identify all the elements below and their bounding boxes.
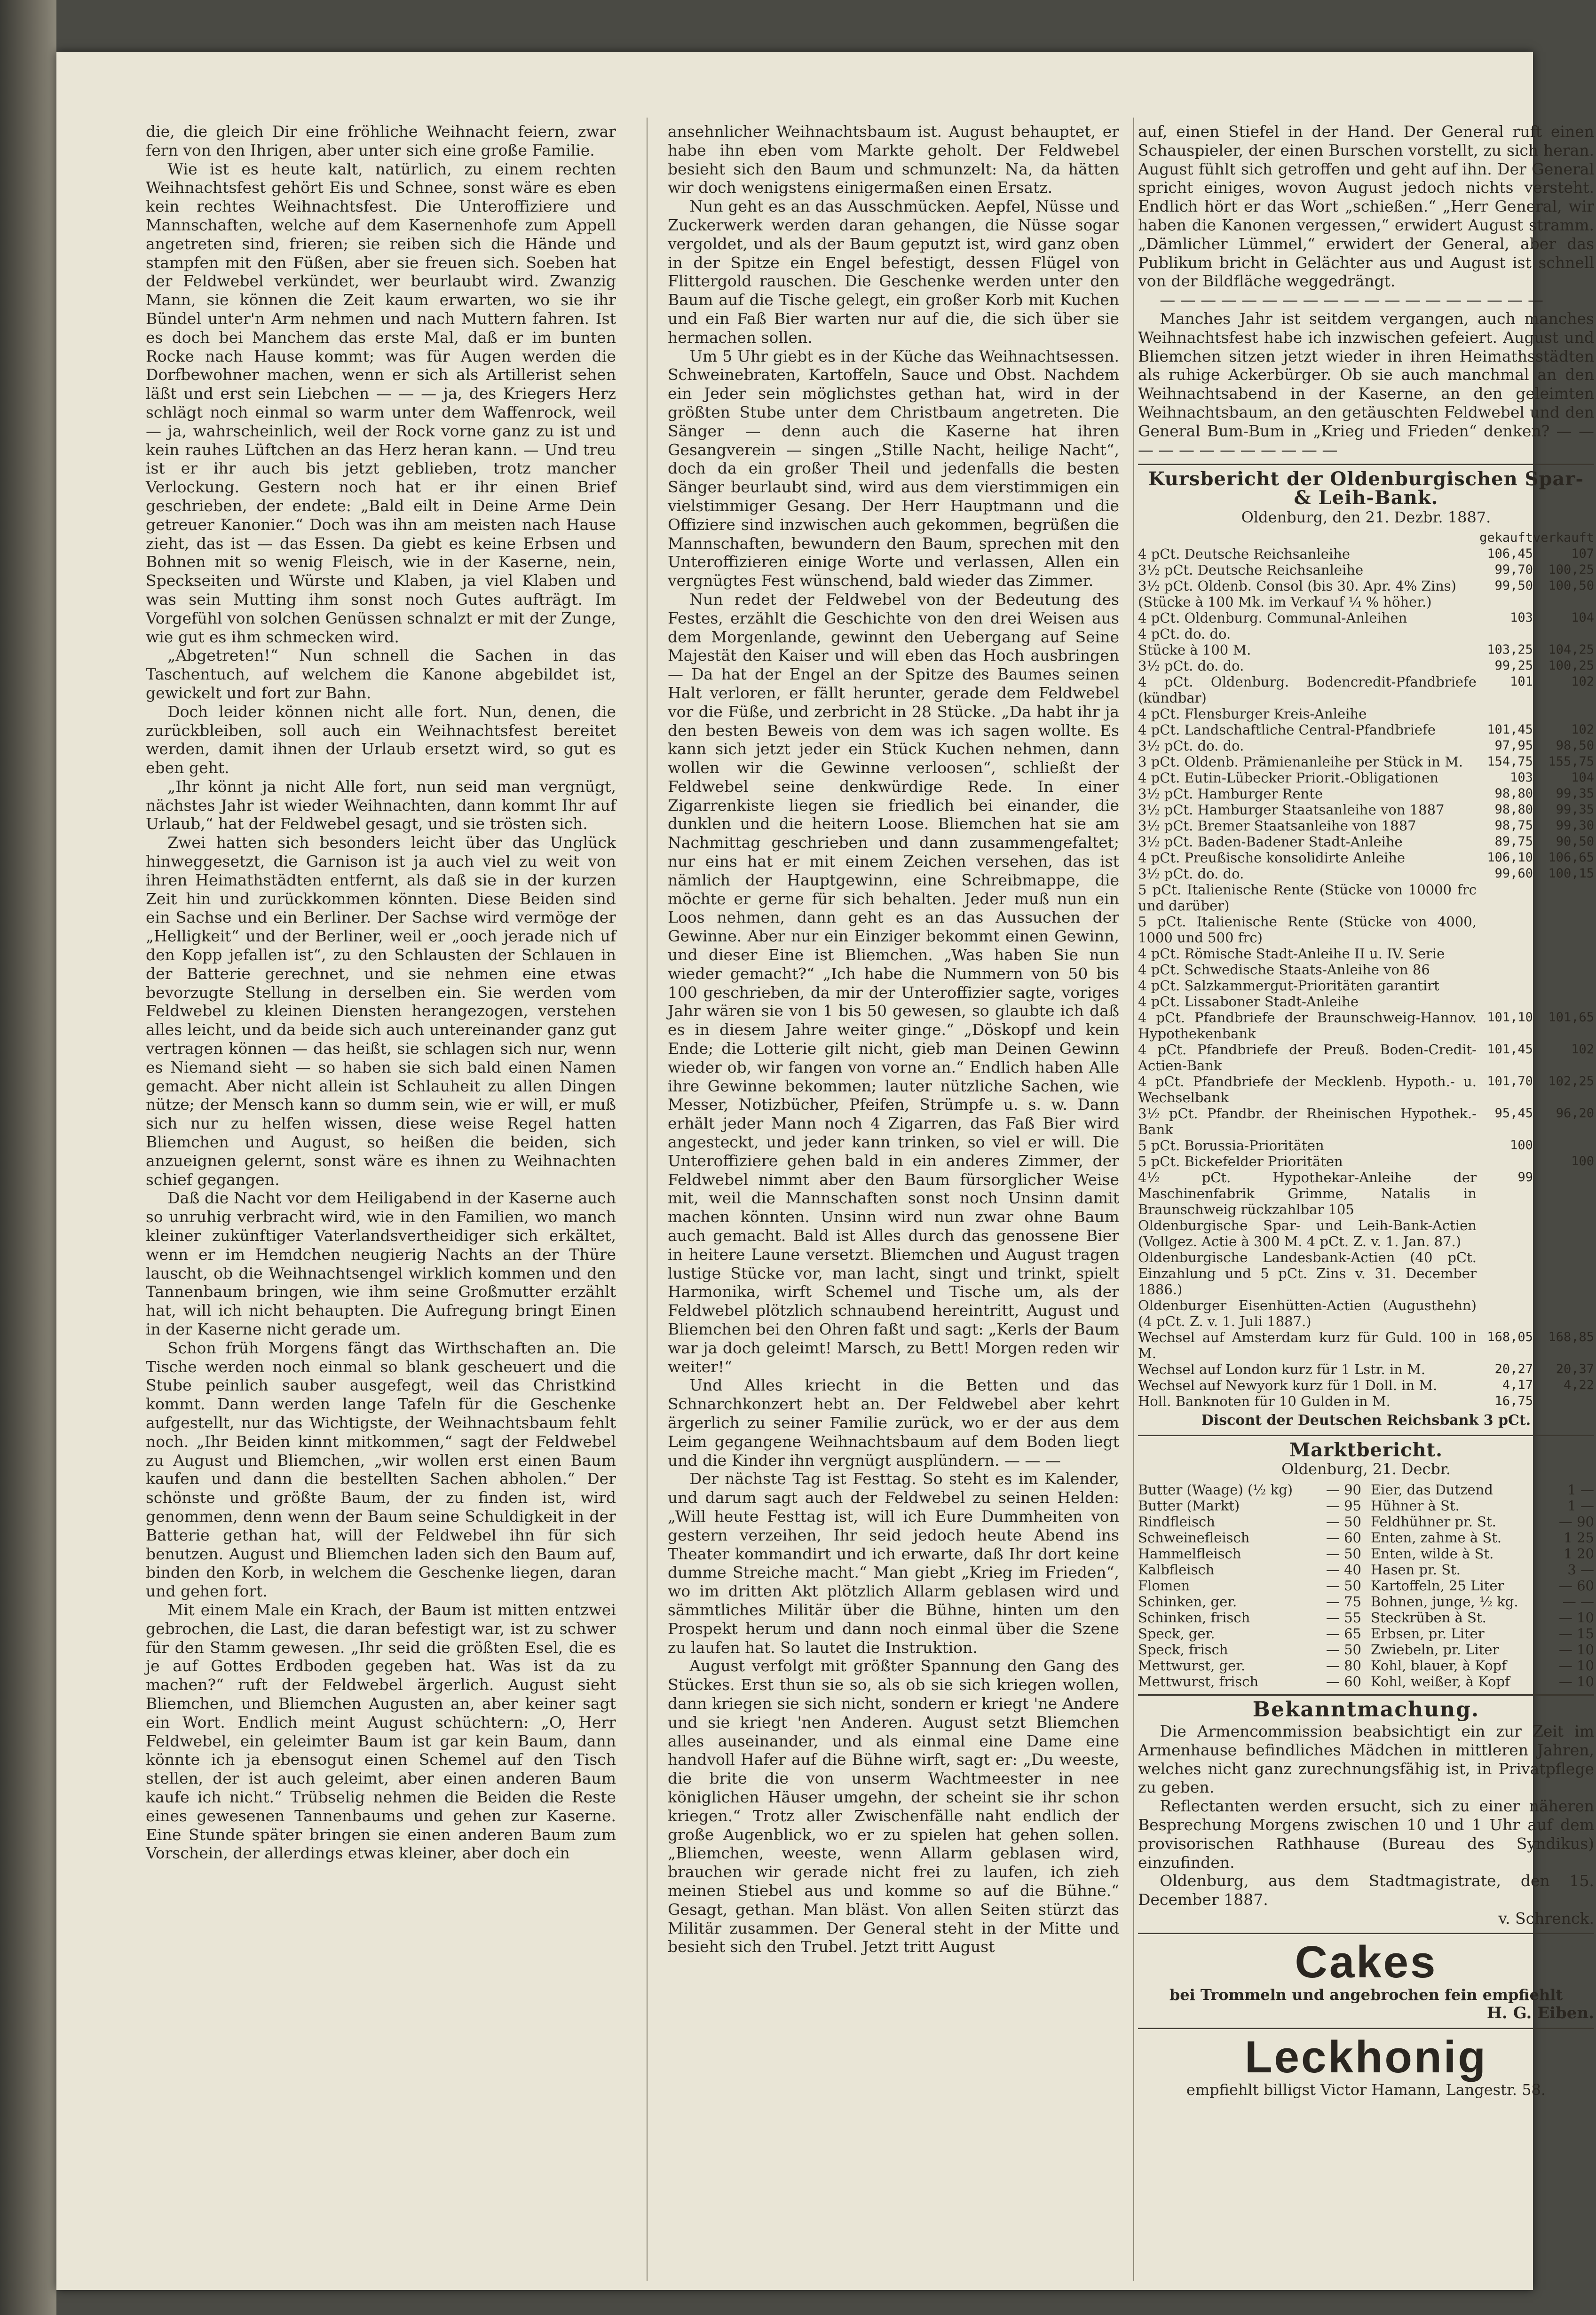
markt-price: 1 20: [1564, 1546, 1594, 1562]
newspaper-page: [56, 52, 1594, 2290]
markt-price: — 10: [1558, 1610, 1594, 1626]
kurs-row: [1138, 1329, 1594, 1361]
col-sell: verkauft: [1533, 530, 1594, 545]
leck-line: empfiehlt billigst Victor Hamann, Langestr. 58.: [1186, 2081, 1546, 2099]
kurs-sell: [1533, 1297, 1594, 1329]
bekannt-signer: v. Schrenck.: [1498, 1909, 1594, 1928]
column-divider: [1133, 118, 1134, 2281]
markt-price: — 15: [1558, 1626, 1594, 1642]
kurs-row: [1138, 978, 1594, 994]
bekannt-text: Die Armencommission beabsichtigt ein zur Zeit im Armenhause befindliches Mädchen in mittleren Jahren, welches nicht ganz zurechnungsfähig ist, in Privatpflege zu geben.: [1138, 1722, 1594, 1797]
kurs-buy: [1477, 1297, 1533, 1329]
kurs-label: 4 pCt. Salzkammergut-Prioritäten garantirt: [1138, 977, 1439, 994]
markt-item: Speck, ger.: [1138, 1626, 1215, 1642]
markt-row: [1371, 1530, 1594, 1546]
markt-item: Schweinefleisch: [1138, 1530, 1250, 1546]
kurs-buy: 168,05: [1487, 1329, 1533, 1344]
kurs-buy: [1477, 1249, 1533, 1297]
markt-row: [1138, 1514, 1361, 1530]
markt-row: [1138, 1498, 1361, 1514]
markt-date: Oldenburg, 21. Decbr.: [1281, 1460, 1451, 1478]
markt-item: Butter (Markt): [1138, 1498, 1240, 1514]
kurs-row: [1138, 1074, 1594, 1106]
kurs-label: Oldenburger Eisenhütten-Actien (Augusthehn) (4 pCt. Z. v. 1. Juli 1887.): [1138, 1297, 1477, 1329]
kurs-buy: 101,45: [1487, 1042, 1533, 1057]
kurs-buy: [1477, 914, 1533, 946]
markt-price: — 90: [1558, 1514, 1594, 1530]
markt-row: [1138, 1626, 1361, 1642]
kurs-row: [1138, 802, 1594, 818]
markt-price: — 65: [1326, 1626, 1361, 1642]
markt-item: Steckrüben à St.: [1371, 1610, 1486, 1626]
kurs-sell: [1533, 1138, 1594, 1154]
kurs-sell: 104: [1571, 770, 1594, 785]
markt-price: — 10: [1558, 1658, 1594, 1674]
kurs-sell: 102,25: [1548, 1074, 1594, 1089]
markt-price: — 50: [1326, 1546, 1361, 1562]
markt-row: [1371, 1578, 1594, 1594]
kurs-buy: 101: [1510, 674, 1533, 689]
markt-item: Schinken, ger.: [1138, 1594, 1237, 1610]
bekannt-text2: Reflectanten werden ersucht, sich zu einer näheren Besprechung Morgens zwischen 10 und 1 Uhr auf dem provisorischen Rathhause (Bureau des Syndikus) einzufinden.: [1138, 1797, 1594, 1872]
paragraph: Schon früh Morgens fängt das Wirthschaften an. Die Tische werden noch einmal so blank gescheuert und die Stube peinlich sauber ausgefegt, weil das Christkind kommt. Dann werden lange Tafeln für die Geschenke aufgestellt, nur das Wichtigste, der Weihnachtsbaum fehlt noch. „Ihr Beiden kinnt mitkommen,“ sagt der Feldwebel zu August und Bliemchen, „wir wollen erst einen Baum kaufen und dann die bestellten Sachen abholen.“ Der schönste und größte Baum, der zu finden ist, wird genommen, denn wenn der Baum seine Schuldigkeit in der Batterie gethan hat, will der Feldwebel ihn für sich benutzen. August und Bliemchen laden sich den Baum auf, binden den Korb, in welchem die Geschenke liegen, daran und gehen fort.: [146, 1338, 616, 1601]
markt-row: [1371, 1658, 1594, 1674]
kurs-buy: 20,27: [1494, 1361, 1533, 1376]
kurs-label: 4 pCt. Oldenburg. Bodencredit-Pfandbriefe (kündbar): [1138, 673, 1477, 706]
kurs-buy: [1477, 1217, 1533, 1249]
kurs-sell: [1533, 1217, 1594, 1249]
markt-price: 3 —: [1567, 1562, 1594, 1578]
paragraph: Und Alles kriecht in die Betten und das Schnarchkonzert hebt an. Der Feldwebel aber kehrt ärgerlich zu seiner Familie zurück, wo er der aus dem Leim gegangene Weihnachtsbaum auf dem Boden liegt und die Kinder ihn vergnügt ausplündern. — — —: [668, 1376, 1119, 1470]
markt-item: Mettwurst, ger.: [1138, 1658, 1246, 1674]
kurs-row: [1138, 562, 1594, 578]
kurs-sell: [1533, 882, 1594, 914]
kurs-label: 4 pCt. Pfandbriefe der Mecklenb. Hypoth.- u. Wechselbank: [1138, 1073, 1477, 1106]
kurs-buy: 98,75: [1494, 818, 1533, 833]
markt-item: Zwiebeln, pr. Liter: [1371, 1642, 1499, 1658]
markt-price: 1 —: [1567, 1498, 1594, 1514]
markt-price: — 40: [1326, 1562, 1361, 1578]
paragraph: Manches Jahr ist seitdem vergangen, auch manches Weihnachtsfest habe ich inzwischen gefeiert. August und Bliemchen sitzen jetzt wieder in ihren Heimathsstädten als ruhige Ackerbürger. Ob sie auch manchmal an den Weihnachtsabend in der Kaserne, an den geleimten Weihnachtsbaum, an den getäuschten Feldwebel und den General Bum-Bum in „Krieg und Frieden“ denken? — — — — — — — — — — — —: [1138, 309, 1594, 459]
kurs-row: [1138, 770, 1594, 786]
markt-row: [1138, 1674, 1361, 1690]
discount-line: Discont der Deutschen Reichsbank 3 pCt.: [1201, 1412, 1531, 1429]
kurs-row: [1138, 1297, 1594, 1329]
kurs-label: Wechsel auf Newyork kurz für 1 Doll. in M.: [1138, 1377, 1438, 1393]
kurs-label: 4 pCt. Landschaftliche Central-Pfandbriefe: [1138, 721, 1436, 738]
kurs-buy: [1477, 946, 1533, 962]
kurs-row: [1138, 674, 1594, 706]
kurs-row: [1138, 642, 1594, 658]
kurs-row: [1138, 706, 1594, 722]
kurs-label: 5 pCt. Borussia-Prioritäten: [1138, 1137, 1324, 1154]
markt-item: Hammelfleisch: [1138, 1546, 1241, 1562]
kurs-buy: [1477, 706, 1533, 722]
divider: [1138, 1435, 1594, 1436]
kurs-buy: 103: [1510, 770, 1533, 785]
markt-price: — 80: [1326, 1658, 1361, 1674]
markt-item: Kohl, blauer, à Kopf: [1371, 1658, 1507, 1674]
kurs-buy: 103: [1510, 610, 1533, 625]
kurs-label: 3½ pCt. do. do.: [1138, 657, 1244, 674]
kurs-row: [1138, 866, 1594, 882]
kurs-sell: 100,25: [1548, 658, 1594, 673]
paragraph: Daß die Nacht vor dem Heiligabend in der Kaserne auch so unruhig verbracht wird, wie in den Familien, wo manch kleiner zukünftiger Vaterlandsvertheidiger sich erkältet, wenn er im Hemdchen neugierig Nachts an der Thüre lauscht, ob die Weihnachtsengel wirklich kommen und den Tannenbaum bringen, wie ihm seine Großmutter erzählt hat, will ich nicht behaupten. Die Aufregung bringt Einen in der Kaserne nicht gerade um.: [146, 1189, 616, 1338]
column-divider: [647, 118, 648, 2281]
markt-row: [1371, 1562, 1594, 1578]
kurs-sell: [1533, 706, 1594, 722]
kurs-buy: 101,10: [1487, 1010, 1533, 1025]
kurs-row: [1138, 546, 1594, 562]
kurs-row: [1138, 914, 1594, 946]
kurs-sell: 4,22: [1563, 1377, 1594, 1392]
markt-title: Marktbericht.: [1289, 1438, 1443, 1461]
kurs-buy: 98,80: [1494, 802, 1533, 817]
kurs-row: [1138, 834, 1594, 850]
kurs-row: [1138, 754, 1594, 770]
markt-price: — 95: [1326, 1498, 1361, 1514]
kurs-buy: 98,80: [1494, 786, 1533, 801]
kurs-buy: 97,95: [1494, 738, 1533, 753]
kurs-sell: [1533, 914, 1594, 946]
kurs-label: 3½ pCt. Bremer Staatsanleihe von 1887: [1138, 817, 1416, 834]
markt-row: [1138, 1610, 1361, 1626]
kurs-buy: 95,45: [1494, 1106, 1533, 1121]
kurs-label: 4½ pCt. Hypothekar-Anleihe der Maschinenfabrik Grimme, Natalis in Braunschweig rückzahlbar 105: [1138, 1169, 1477, 1217]
markt-price: — 10: [1558, 1674, 1594, 1690]
paragraph: Um 5 Uhr giebt es in der Küche das Weihnachtsessen. Schweinebraten, Kartoffeln, Sauce und Obst. Nachdem ein Jeder sein möglichstes gethan hat, wird in der größten Stube unter dem Christbaum angetreten. Die Sänger — denn auch die Kaserne hat ihren Gesangverein — singen „Stille Nacht, heilige Nacht“, doch da ein großer Theil und jedenfalls die besten Sänger beurlaubt sind, wird aus dem vierstimmigen ein vielstimmiger Gesang. Der Herr Hauptmann und die Offiziere sind inzwischen auch gekommen, begrüßen die Mannschaften, bewundern den Baum, sprechen mit den Unteroffizieren einige Worte und verlassen, Allen ein vergnügtes Fest wünschend, bald wieder das Zimmer.: [668, 347, 1119, 590]
markt-item: Erbsen, pr. Liter: [1371, 1626, 1485, 1642]
kurs-label: Oldenburgische Landesbank-Actien (40 pCt. Einzahlung und 5 pCt. Zins v. 31. December 1886.): [1138, 1249, 1477, 1297]
kurs-sell: 96,20: [1556, 1106, 1594, 1121]
markt-price: — 60: [1558, 1578, 1594, 1594]
kurs-sell: [1533, 594, 1594, 610]
cakes-title: Cakes: [1295, 1936, 1438, 1987]
markt-item: Enten, wilde à St.: [1371, 1546, 1494, 1562]
story-column-2: [668, 122, 1119, 2281]
kurs-row: [1138, 818, 1594, 834]
kursbericht: [1138, 470, 1594, 1430]
kurs-buy: 99: [1517, 1169, 1533, 1185]
kurs-row: [1138, 1217, 1594, 1249]
markt-row: [1138, 1642, 1361, 1658]
kurs-row: [1138, 626, 1594, 642]
kurs-sell: [1533, 1169, 1594, 1217]
kurs-sell: 104,25: [1548, 642, 1594, 657]
kurs-label: 5 pCt. Italienische Rente (Stücke von 4000, 1000 und 500 frc): [1138, 913, 1477, 946]
kurs-buy: [1477, 962, 1533, 978]
markt-item: Hasen pr. St.: [1371, 1562, 1461, 1578]
kurs-label: Oldenburgische Spar- und Leih-Bank-Actien (Vollgez. Actie à 300 M. 4 pCt. Z. v. 1. Jan. 87.): [1138, 1217, 1477, 1249]
kurs-buy: 89,75: [1494, 834, 1533, 849]
kurs-sell: 100,50: [1548, 578, 1594, 593]
markt-row: [1138, 1658, 1361, 1674]
kurs-label: 3 pCt. Oldenb. Prämienanleihe per Stück in M.: [1138, 753, 1463, 770]
cakes-ad: [1138, 1936, 1594, 2023]
kurs-label: 4 pCt. do. do.: [1138, 625, 1231, 642]
kurs-row: [1138, 610, 1594, 626]
kurs-sell: [1533, 1393, 1594, 1409]
paragraph: Nun redet der Feldwebel von der Bedeutung des Festes, erzählt die Geschichte von den drei Weisen aus dem Morgenlande, gewinnt den Uebergang auf Seine Majestät den Kaiser und will eben das Hoch ausbringen — Da hat der Engel an der Spitze des Baumes seinen Halt verloren, er fällt herunter, gerade dem Feldwebel vor die Füße, und zerbricht in 28 Stücke. „Da habt ihr ja den besten Beweis von dem was ich sagen wollte. Es kann sich jetzt jeder ein Stück Kuchen nehmen, dann wollen wir die Gewinne verloosen“, schließt der Feldwebel seine denkwürdige Rede. In einer Zigarrenkiste liegen sie friedlich bei einander, die dunklen und die heitern Loose. Bliemchen hat sie am Nachmittag geschrieben und dann zusammengefaltet; nur eins hat er mit einem Zeichen versehen, das ist nämlich der Hauptgewinn, eine Schreibmappe, die möchte er gerne für sich behalten. Jeder muß nun ein Loos nehmen, dann geht es an das Aussuchen der Gewinne. Aber nur ein Einziger bekommt einen Gewinn, und dieser Eine ist Bliemchen. „Was haben Sie nun wieder gemacht?“ „Ich habe die Nummern von 50 bis 100 geschrieben, da mir der Unteroffizier sagte, voriges Jahr wären sie von 1 bis 50 gewesen, so glaubte ich daß es in diesem Jahre weiter ginge.“ „Döskopf und kein Ende; die Lotterie gilt nicht, gieb man Deinen Gewinn wieder ob, wir fangen von vorne an.“ Endlich haben Alle ihre Gewinne bekommen; lauter nützliche Sachen, wie Messer, Notizbücher, Pfeifen, Strümpfe u. s. w. Dann erhält jeder Mann noch 4 Zigarren, das Faß Bier wird angesteckt, und jeder kann trinken, so viel er will. Die Unteroffiziere gehen bald in ein anderes Zimmer, der Feldwebel nimmt aber den Baum fürsorglicher Weise mit, weil die Mannschaften sonst noch Unsinn damit machen könnten. Unsinn wird nun zwar ohne Baum auch gemacht. Bald ist Alles durch das genossene Bier in heitere Laune versetzt. Bliemchen und August tragen lustige Stücke vor, man lacht, singt und trinkt, spielt Harmonika, wirft Schemel und Tische um, als der Feldwebel plötzlich schnaubend hereintritt, August und Bliemchen bei den Ohren faßt und sagt: „Kerls der Baum war ja doch geleimt! Marsch, zu Bett! Morgen reden wir weiter!“: [668, 590, 1119, 1376]
kurs-sell: 102: [1571, 1042, 1594, 1057]
kurs-label: 3½ pCt. do. do.: [1138, 737, 1244, 754]
markt-row: [1138, 1594, 1361, 1610]
markt-row: [1371, 1642, 1594, 1658]
kurs-buy: [1477, 994, 1533, 1010]
kurs-row: [1138, 1393, 1594, 1409]
marktbericht: [1138, 1438, 1594, 1690]
paragraph: Der nächste Tag ist Festtag. So steht es im Kalender, und darum sagt auch der Feldwebel zu seinen Helden: „Will heute Festtag ist, will ich Eure Dummheiten von gestern verzeihen, Ihr seid jedoch heute Abend ins Theater kommandirt und ich erwarte, daß Ihr dort keine dumme Streiche macht.“ Man giebt „Krieg im Frieden“, wo im dritten Akt plötzlich Allarm geblasen wird und sämmtliches Militär über die Bühne, hinten um den Prospekt herum und dann noch einmal über die Szene zu laufen hat. So lautet die Instruktion.: [668, 1470, 1119, 1657]
kurs-sell: 99,35: [1556, 786, 1594, 801]
kurs-row: [1138, 1042, 1594, 1074]
kurs-sell: [1533, 962, 1594, 978]
kurs-label: 3½ pCt. Deutsche Reichsanleihe: [1138, 561, 1364, 578]
kurs-label: Stücke à 100 M.: [1138, 641, 1251, 658]
paragraph: „Ihr könnt ja nicht Alle fort, nun seid man vergnügt, nächstes Jahr ist wieder Weihnachten, dann kommt Ihr auf Urlaub,“ hat der Feldwebel gesagt, und sie trösten sich.: [146, 777, 616, 833]
kurs-label: 5 pCt. Italienische Rente (Stücke von 10000 frc und darüber): [1138, 881, 1477, 914]
kurs-row: [1138, 946, 1594, 962]
kurs-row: [1138, 1377, 1594, 1393]
kurs-label: 4 pCt. Preußische konsolidirte Anleihe: [1138, 849, 1406, 866]
kurs-buy: [1477, 882, 1533, 914]
bekannt-sign: Oldenburg, aus dem Stadtmagistrate, den 15. December 1887.: [1138, 1872, 1594, 1909]
kurs-sell: 155,75: [1548, 754, 1594, 769]
markt-row: [1138, 1546, 1361, 1562]
kurs-buy: [1477, 626, 1533, 642]
kurs-label: 3½ pCt. Baden-Badener Stadt-Anleihe: [1138, 833, 1403, 850]
kurs-label: 4 pCt. Schwedische Staats-Anleihe von 86: [1138, 961, 1430, 978]
markt-item: Butter (Waage) (½ kg): [1138, 1482, 1293, 1498]
book-spine: [0, 0, 56, 2315]
kurs-buy: 99,25: [1494, 658, 1533, 673]
kurs-sell: 101,65: [1548, 1010, 1594, 1025]
markt-left: [1138, 1482, 1361, 1690]
kurs-sell: 104: [1571, 610, 1594, 625]
kurs-row: [1138, 1106, 1594, 1138]
kurs-label: 4 pCt. Deutsche Reichsanleihe: [1138, 545, 1351, 562]
kurs-buy: [1477, 978, 1533, 994]
kurs-sell: 106,65: [1548, 850, 1594, 865]
divider: [1138, 464, 1594, 465]
kurs-row: [1138, 1249, 1594, 1297]
markt-row: [1371, 1514, 1594, 1530]
markt-row: [1371, 1610, 1594, 1626]
kurs-sell: [1533, 994, 1594, 1010]
kurs-buy: 106,45: [1487, 546, 1533, 561]
kurs-buy: 103,25: [1487, 642, 1533, 657]
bekanntmachung: [1138, 1700, 1594, 1928]
markt-row: [1138, 1482, 1361, 1498]
divider: [1138, 1933, 1594, 1934]
kurs-row: [1138, 722, 1594, 738]
kurs-label: 3½ pCt. Pfandbr. der Rheinischen Hypothek.-Bank: [1138, 1105, 1477, 1138]
kurs-buy: 16,75: [1494, 1393, 1533, 1408]
markt-row: [1138, 1530, 1361, 1546]
markt-item: Kohl, weißer, à Kopf: [1371, 1674, 1510, 1690]
kurs-label: 3½ pCt. Hamburger Staatsanleihe von 1887: [1138, 801, 1445, 818]
kurs-label: Wechsel auf Amsterdam kurz für Guld. 100 in M.: [1138, 1329, 1477, 1361]
markt-price: — 50: [1326, 1642, 1361, 1658]
markt-item: Enten, zahme à St.: [1371, 1530, 1502, 1546]
markt-item: Flomen: [1138, 1578, 1190, 1594]
kurs-row: [1138, 786, 1594, 802]
kurs-label: (Stücke à 100 Mk. im Verkauf ¼ % höher.): [1138, 593, 1432, 610]
kurs-row: [1138, 1138, 1594, 1154]
markt-item: Schinken, frisch: [1138, 1610, 1250, 1626]
markt-item: Speck, frisch: [1138, 1642, 1228, 1658]
kurs-sell: [1533, 1249, 1594, 1297]
markt-price: — 50: [1326, 1578, 1361, 1594]
markt-item: Rindfleisch: [1138, 1514, 1215, 1530]
markt-row: [1371, 1498, 1594, 1514]
markt-price: — 90: [1326, 1482, 1361, 1498]
story-column-1: [146, 122, 616, 2281]
markt-price: — 75: [1326, 1594, 1361, 1610]
kurs-sell: 99,30: [1556, 818, 1594, 833]
markt-item: Eier, das Dutzend: [1371, 1482, 1493, 1498]
kurs-label: 4 pCt. Römische Stadt-Anleihe II u. IV. Serie: [1138, 945, 1445, 962]
markt-row: [1371, 1546, 1594, 1562]
kurs-row: [1138, 882, 1594, 914]
kurs-buy: [1477, 594, 1533, 610]
kurs-sell: [1533, 946, 1594, 962]
kurs-buy: 4,17: [1502, 1377, 1533, 1392]
kurs-label: 5 pCt. Bickefelder Prioritäten: [1138, 1153, 1343, 1169]
kurs-label: 4 pCt. Pfandbriefe der Braunschweig-Hannov. Hypothekenbank: [1138, 1009, 1477, 1042]
markt-row: [1371, 1482, 1594, 1498]
paragraph: ansehnlicher Weihnachtsbaum ist. August behauptet, er habe ihn eben vom Markte geholt. Der Feldwebel besieht sich den Baum und schmunzelt: Na, da hätten wir doch wenigstens einigermaßen einen Ersatz.: [668, 122, 1119, 197]
kursbericht-date: Oldenburg, den 21. Dezbr. 1887.: [1241, 508, 1491, 526]
kurs-row: [1138, 962, 1594, 978]
kurs-buy: 99,60: [1494, 866, 1533, 881]
cakes-line: bei Trommeln und angebrochen fein empfiehlt: [1169, 1985, 1563, 2004]
markt-row: [1371, 1626, 1594, 1642]
kurs-buy: 99,70: [1494, 562, 1533, 577]
markt-price: — 60: [1326, 1530, 1361, 1546]
kurs-row: [1138, 1154, 1594, 1169]
markt-price: — 10: [1558, 1642, 1594, 1658]
kurs-sell: 90,50: [1556, 834, 1594, 849]
markt-item: Bohnen, junge, ½ kg.: [1371, 1594, 1518, 1610]
kurs-sell: [1533, 978, 1594, 994]
kurs-row: [1138, 658, 1594, 674]
kurs-buy: 154,75: [1487, 754, 1533, 769]
kurs-buy: 101,70: [1487, 1074, 1533, 1089]
kurs-sell: [1533, 626, 1594, 642]
kurs-buy: 101,45: [1487, 722, 1533, 737]
markt-item: Feldhühner pr. St.: [1371, 1514, 1496, 1530]
kurs-label: 3½ pCt. do. do.: [1138, 865, 1244, 882]
kurs-row: [1138, 1010, 1594, 1042]
paragraph: Nun geht es an das Ausschmücken. Aepfel, Nüsse und Zuckerwerk werden daran gehangen, die Nüsse sogar vergoldet, und als der Baum geputzt ist, wird ganz oben in der Spitze ein Engel befestigt, dessen Flügel von Flittergold rauschen. Die Geschenke werden unter den Baum auf die Tische gelegt, ein großer Korb mit Kuchen und ein Faß Bier warten nur auf die, die sich über sie hermachen sollen.: [668, 197, 1119, 347]
markt-item: Hühner à St.: [1371, 1498, 1460, 1514]
paragraph: Wie ist es heute kalt, natürlich, zu einem rechten Weihnachtsfest gehört Eis und Schnee, sonst wäre es eben kein rechtes Weihnachtsfest. Die Unteroffiziere und Mannschaften, welche auf dem Kasernenhofe zum Appell angetreten sind, frieren; sie reiben sich die Hände und stampfen mit den Füßen, aber sie freuen sich. Soeben hat der Feldwebel verkündet, wer beurlaubt wird. Zwanzig Mann, sie können die Zeit kaum erwarten, wo sie ihr Bündel unter'n Arm nehmen und nach Muttern fahren. Ist es doch bei Manchem das erste Mal, daß er im bunten Rocke nach Hause kommt; was für Augen werden die Dorfbewohner machen, wenn er sich als Artillerist sehen läßt und erst sein Liebchen — — — ja, des Kriegers Herz schlägt noch einmal so warm unter dem Waffenrock, weil — ja, wahrscheinlich, weil der Rock vorne ganz zu ist und kein rauhes Lüftchen an das Herz heran kann. — Und treu ist er ihr auch bis jetzt geblieben, trotz mancher Verlockung. Gestern noch hat er ihr einen Brief geschrieben, der endete: „Bald eilt in Deine Arme Dein getreuer Kanonier.“ Doch was ihn am meisten nach Hause zieht, das ist — das Essen. Da giebt es keine Erbsen und Bohnen mit so wenig Fleisch, wie in der Kaserne, nein, Speckseiten und Würste und Klaben, ja viel Klaben und was sein Mutting ihm sonst noch Gutes aufträgt. Im Vorgefühl von solchen Genüssen schnalzt er mit der Zunge, wie gut es ihm schmecken wird.: [146, 159, 616, 646]
markt-price: — 60: [1326, 1674, 1361, 1690]
markt-price: 1 25: [1564, 1530, 1594, 1546]
kurs-label: 4 pCt. Pfandbriefe der Preuß. Boden-Credit-Actien-Bank: [1138, 1041, 1477, 1074]
divider: [1138, 2028, 1594, 2029]
kurs-sell: 98,50: [1556, 738, 1594, 753]
markt-row: [1138, 1562, 1361, 1578]
paragraph: Zwei hatten sich besonders leicht über das Unglück hinweggesetzt, die Garnison ist ja auch viel zu weit von ihren Heimathstädten entfernt, als daß sie in der kurzen Zeit hin und zurückkommen könnten. Diese Beiden sind ein Sachse und ein Berliner. Der Sachse wird vermöge der „Helligkeit“ und der Berliner, weil er „ooch jerade nich uf den Kopp jefallen ist“, zu den Schlausten der Schlauen in der Batterie gerechnet, und sie nehmen eine etwas bevorzugte Stellung in derselben ein. Sie werden vom Feldwebel zu kleinen Diensten herangezogen, verstehen alles leicht, und da beide sich auch untereinander ganz gut vertragen können — das heißt, sie schlagen sich nur, wenn es Niemand sieht — so haben sie sich bald einen Namen gemacht. Aber nicht allein ist Schlauheit zu allen Dingen nütze; der Mensch kann so dumm sein, wie er will, er muß sich nur zu helfen wissen, diese weise Regel hatten Bliemchen und August, so heißen die beiden, sich anzueignen gelernt, sonst wäre es ihnen zu Weihnachten schief gegangen.: [146, 833, 616, 1189]
kurs-label: 4 pCt. Lissaboner Stadt-Anleihe: [1138, 993, 1359, 1010]
kurs-row: [1138, 994, 1594, 1010]
paragraph: August verfolgt mit größter Spannung den Gang des Stückes. Erst thun sie so, als ob sie sich kriegen wollen, dann kriegen sie sich nicht, sondern er kriegt 'ne Andere und sie kriegt 'nen Anderen. August setzt Bliemchen alles auseinander, und als einmal eine Dame eine handvoll Hafer auf die Bühne wirft, sagt er: „Du weeste, die brite die von unserm Wachtmeester in nee königlichen Häuser umgehn, der scheint sie ihr schon kriegen.“ Trotz aller Zwischenfälle naht endlich der große Augenblick, wo er zu spielen hat gehen sollen. „Bliemchen, weeste, wenn Allarm geblasen wird, brauchen wir gerade nicht frei zu laufen, ich zieh meinen Stiebel aus und komme so auf die Bühne.“ Gesagt, gethan. Man bläst. Von allen Seiten stürzt das Militär zusammen. Der General steht in der Mitte und besieht sich den Trubel. Jetzt tritt August: [668, 1657, 1119, 1956]
paragraph: auf, einen Stiefel in der Hand. Der General ruft einen Schauspieler, der einen Burschen vorstellt, zu sich heran. August fühlt sich getroffen und geht auf ihn. Der General spricht einiges, wovon August jedoch nichts versteht. Endlich hört er das Wort „schießen.“ „Herr General, wir haben die Kanonen vergessen,“ erwidert August stramm. „Dämlicher Lümmel,“ erwidert der General, aber das Publikum bricht in Gelächter aus und August ist schnell von der Bildfläche weggedrängt.: [1138, 122, 1594, 291]
bekannt-title: Bekanntmachung.: [1252, 1698, 1480, 1722]
kurs-label: Holl. Banknoten für 10 Gulden in M.: [1138, 1393, 1391, 1409]
kurs-sell: 102: [1571, 674, 1594, 689]
kurs-sell: 168,85: [1548, 1329, 1594, 1344]
cakes-who: H. G. Eiben.: [1486, 2004, 1594, 2023]
right-column: [1138, 122, 1594, 2281]
paragraph: Mit einem Male ein Krach, der Baum ist mitten entzwei gebrochen, die Last, die daran befestigt war, ist zu schwer für den Stamm gewesen. „Ihr seid die größten Esel, die es je auf Gottes Erdboden gegeben hat. Was ist da zu machen?“ ruft der Feldwebel ärgerlich. August sieht Bliemchen, und Bliemchen Augusten an, aber keiner sagt ein Wort. Endlich meint August schüchtern: „O, Herr Feldwebel, ein geleimter Baum ist gar kein Baum, dann könnte ich ja ebensogut einen Schemel auf den Tisch stellen, der ist auch geleimt, aber einen anderen Baum kaufe ich nicht.“ Trübselig nehmen die Beiden die Reste eines gewesenen Tannenbaums und gehen zur Kaserne. Eine Stunde später bringen sie einen anderen Baum zum Vorschein, der allerdings etwas kleiner, aber doch ein: [146, 1600, 616, 1863]
story-column-3: [1138, 122, 1594, 459]
kurs-label: 3½ pCt. Oldenb. Consol (bis 30. Apr. 4% Zins): [1138, 577, 1456, 594]
markt-item: Kalbfleisch: [1138, 1562, 1215, 1578]
kurs-label: 4 pCt. Flensburger Kreis-Anleihe: [1138, 705, 1367, 722]
leck-title: Leckhonig: [1244, 2032, 1488, 2083]
markt-item: Mettwurst, frisch: [1138, 1674, 1259, 1690]
markt-price: — 55: [1326, 1610, 1361, 1626]
paragraph: „Abgetreten!“ Nun schnell die Sachen in das Taschentuch, auf welchem die Kanone abgebildet ist, gewickelt und fort zur Bahn.: [146, 646, 616, 702]
markt-row: [1371, 1594, 1594, 1610]
kurs-buy: 99,50: [1494, 578, 1533, 593]
kurs-label: Wechsel auf London kurz für 1 Lstr. in M.: [1138, 1361, 1426, 1377]
kurs-sell: 100: [1571, 1154, 1594, 1169]
kurs-sell: 99,35: [1556, 802, 1594, 817]
kurs-sell: 100,25: [1548, 562, 1594, 577]
kurs-row: [1138, 594, 1594, 610]
kursbericht-title: Kursbericht der Oldenburgischen Spar- & Leih-Bank.: [1148, 468, 1584, 509]
kurs-row: [1138, 850, 1594, 866]
kurs-sell: 20,37: [1556, 1361, 1594, 1376]
markt-row: [1138, 1578, 1361, 1594]
markt-item: Kartoffeln, 25 Liter: [1371, 1578, 1504, 1594]
kurs-sell: 100,15: [1548, 866, 1594, 881]
kurs-sell: 107: [1571, 546, 1594, 561]
markt-row: [1371, 1674, 1594, 1690]
kurs-label: 3½ pCt. Hamburger Rente: [1138, 785, 1323, 802]
leckhonig-ad: [1138, 2034, 1594, 2100]
kurs-row: [1138, 1169, 1594, 1217]
kurs-label: 4 pCt. Eutin-Lübecker Priorit.-Obligationen: [1138, 769, 1439, 786]
kurs-row: [1138, 1361, 1594, 1377]
kurs-sell: 102: [1571, 722, 1594, 737]
kurs-label: 4 pCt. Oldenburg. Communal-Anleihen: [1138, 609, 1407, 626]
divider: [1138, 1694, 1594, 1696]
kurs-table: [1138, 530, 1594, 1409]
markt-price: — —: [1562, 1594, 1594, 1610]
kurs-buy: 106,10: [1487, 850, 1533, 865]
paragraph: Doch leider können nicht alle fort. Nun, denen, die zurückbleiben, soll auch ein Weihnachtsfest bereitet werden, damit ihnen der Urlaub ersetzt wird, so gut es eben geht.: [146, 702, 616, 777]
markt-price: 1 —: [1567, 1482, 1594, 1498]
kurs-header-row: [1138, 530, 1594, 546]
col-buy: gekauft: [1479, 530, 1533, 545]
kurs-row: [1138, 738, 1594, 754]
kurs-buy: [1477, 1154, 1533, 1169]
markt-price: — 50: [1326, 1514, 1361, 1530]
kurs-row: [1138, 578, 1594, 594]
paragraph: — — — — — — — — — — — — — — — — — — —: [1160, 291, 1544, 309]
markt-right: [1371, 1482, 1594, 1690]
kurs-buy: 100: [1510, 1138, 1533, 1153]
paragraph: die, die gleich Dir eine fröhliche Weihnacht feiern, zwar fern von den Ihrigen, aber unter sich eine große Familie.: [146, 122, 616, 159]
